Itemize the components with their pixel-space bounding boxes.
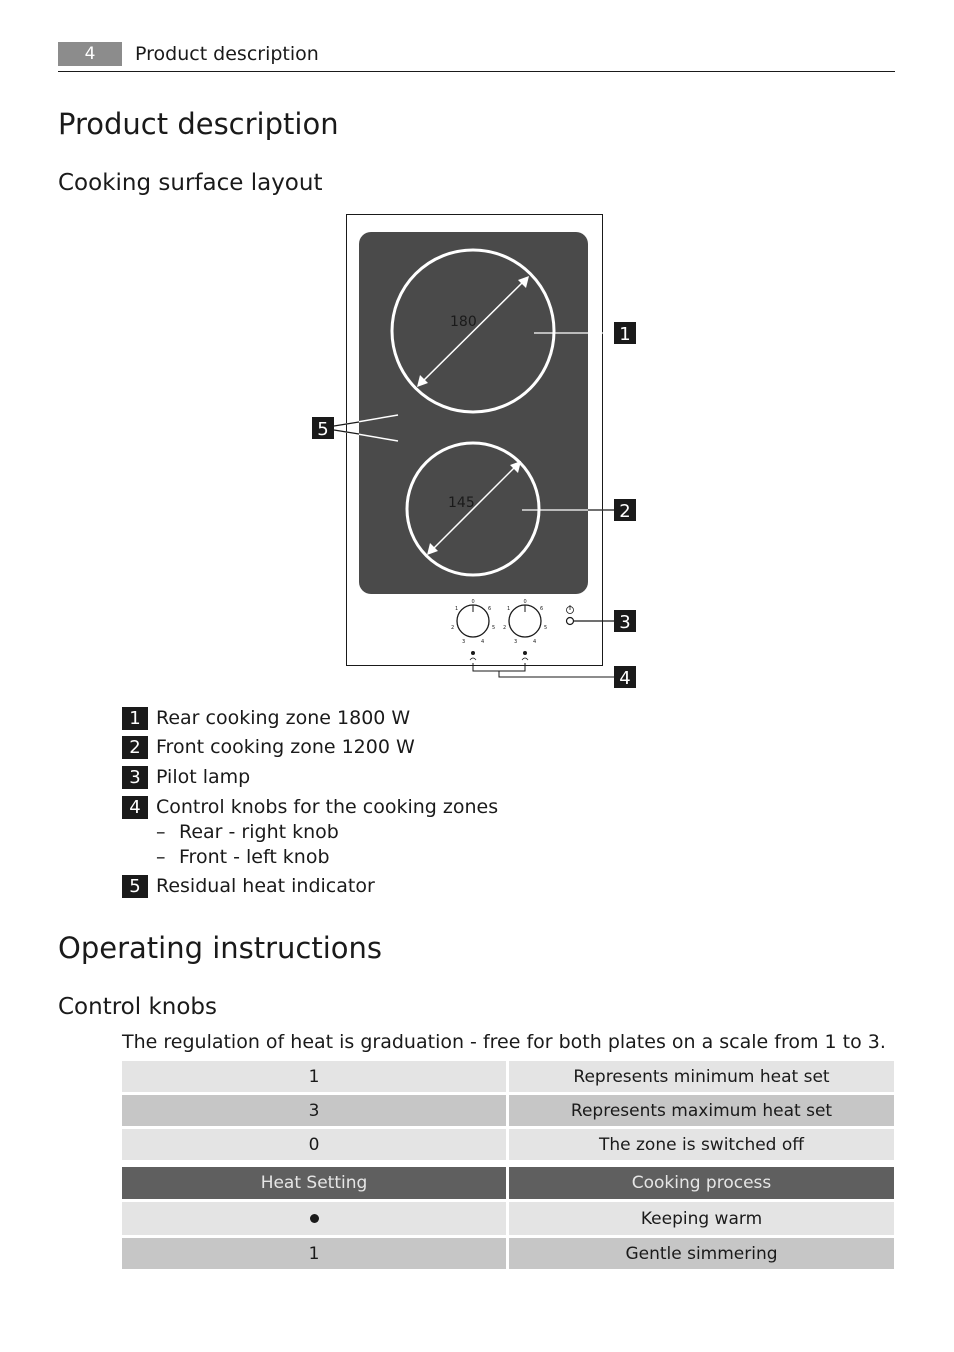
section-subtitle-cooking-surface: Cooking surface layout (58, 170, 323, 196)
svg-text:6: 6 (488, 606, 492, 612)
running-title: Product description (135, 43, 319, 65)
legend-item-4 (122, 794, 498, 820)
cooking-surface-diagram (300, 205, 650, 695)
table-row (122, 1238, 894, 1269)
dash-icon: – (156, 821, 166, 843)
header-rule (58, 71, 895, 72)
svg-text:1: 1 (507, 606, 511, 612)
scale-meaning: Represents minimum heat set (509, 1061, 894, 1092)
header-cooking-process: Cooking process (509, 1167, 894, 1199)
svg-text:3: 3 (462, 639, 466, 645)
callout-1-label: 1 (619, 324, 631, 345)
svg-text:6: 6 (540, 606, 544, 612)
heat-setting-table (122, 1167, 894, 1272)
svg-text:5: 5 (492, 625, 496, 631)
table-row (122, 1061, 894, 1092)
table-row (122, 1202, 894, 1235)
legend-number: 2 (122, 736, 148, 759)
legend-text: Rear cooking zone 1800 W (156, 707, 411, 729)
legend-item-1 (122, 705, 410, 731)
heat-setting-cell: 1 (122, 1238, 506, 1269)
legend-subitem-front-knob: – Front - left knob (156, 846, 330, 868)
dash-icon: – (156, 846, 166, 868)
callout-3-label: 3 (619, 612, 631, 633)
callout-2-label: 2 (619, 501, 631, 522)
header-heat-setting: Heat Setting (122, 1167, 506, 1199)
section-title-operating-instructions: Operating instructions (58, 931, 383, 965)
scale-value: 1 (122, 1061, 506, 1092)
table-row (122, 1129, 894, 1160)
svg-text:1: 1 (455, 606, 459, 612)
legend-number: 5 (122, 875, 148, 898)
section-subtitle-control-knobs: Control knobs (58, 994, 218, 1020)
cooking-process-cell: Gentle simmering (509, 1238, 894, 1269)
svg-text:2: 2 (451, 625, 455, 631)
callout-4-label: 4 (619, 668, 631, 689)
page-number: 4 (58, 42, 122, 66)
heat-setting-cell (122, 1202, 506, 1235)
legend-text: Pilot lamp (156, 766, 251, 788)
legend-number: 4 (122, 796, 148, 819)
callout-5-label: 5 (317, 419, 329, 440)
legend-subitem-rear-knob: – Rear - right knob (156, 821, 339, 843)
legend-text: Residual heat indicator (156, 875, 375, 897)
legend-number: 3 (122, 766, 148, 789)
legend-item-5 (122, 873, 375, 899)
scale-value: 3 (122, 1095, 506, 1126)
table-row (122, 1095, 894, 1126)
table-header-row (122, 1167, 894, 1199)
front-zone-diameter: 145 (448, 495, 475, 511)
legend-number: 1 (122, 707, 148, 730)
scale-value: 0 (122, 1129, 506, 1160)
svg-text:4: 4 (481, 639, 485, 645)
svg-text:0: 0 (471, 599, 475, 605)
svg-text:0: 0 (523, 599, 527, 605)
scale-table (122, 1061, 894, 1163)
legend-text: Front cooking zone 1200 W (156, 736, 415, 758)
legend-item-2 (122, 734, 415, 760)
scale-meaning: Represents maximum heat set (509, 1095, 894, 1126)
svg-text:5: 5 (544, 625, 548, 631)
dot-icon (310, 1214, 319, 1223)
callout-4-leader (499, 671, 614, 677)
legend-item-3 (122, 764, 250, 790)
scale-meaning: The zone is switched off (509, 1129, 894, 1160)
svg-text:3: 3 (514, 639, 518, 645)
svg-text:4: 4 (533, 639, 537, 645)
control-knobs-intro: The regulation of heat is graduation - free for both plates on a scale from 1 to 3. (122, 1031, 886, 1053)
legend-text: Control knobs for the cooking zones (156, 796, 499, 818)
rear-zone-diameter: 180 (450, 314, 477, 330)
svg-text:2: 2 (503, 625, 507, 631)
section-title-product-description: Product description (58, 107, 339, 141)
cooking-process-cell: Keeping warm (509, 1202, 894, 1235)
